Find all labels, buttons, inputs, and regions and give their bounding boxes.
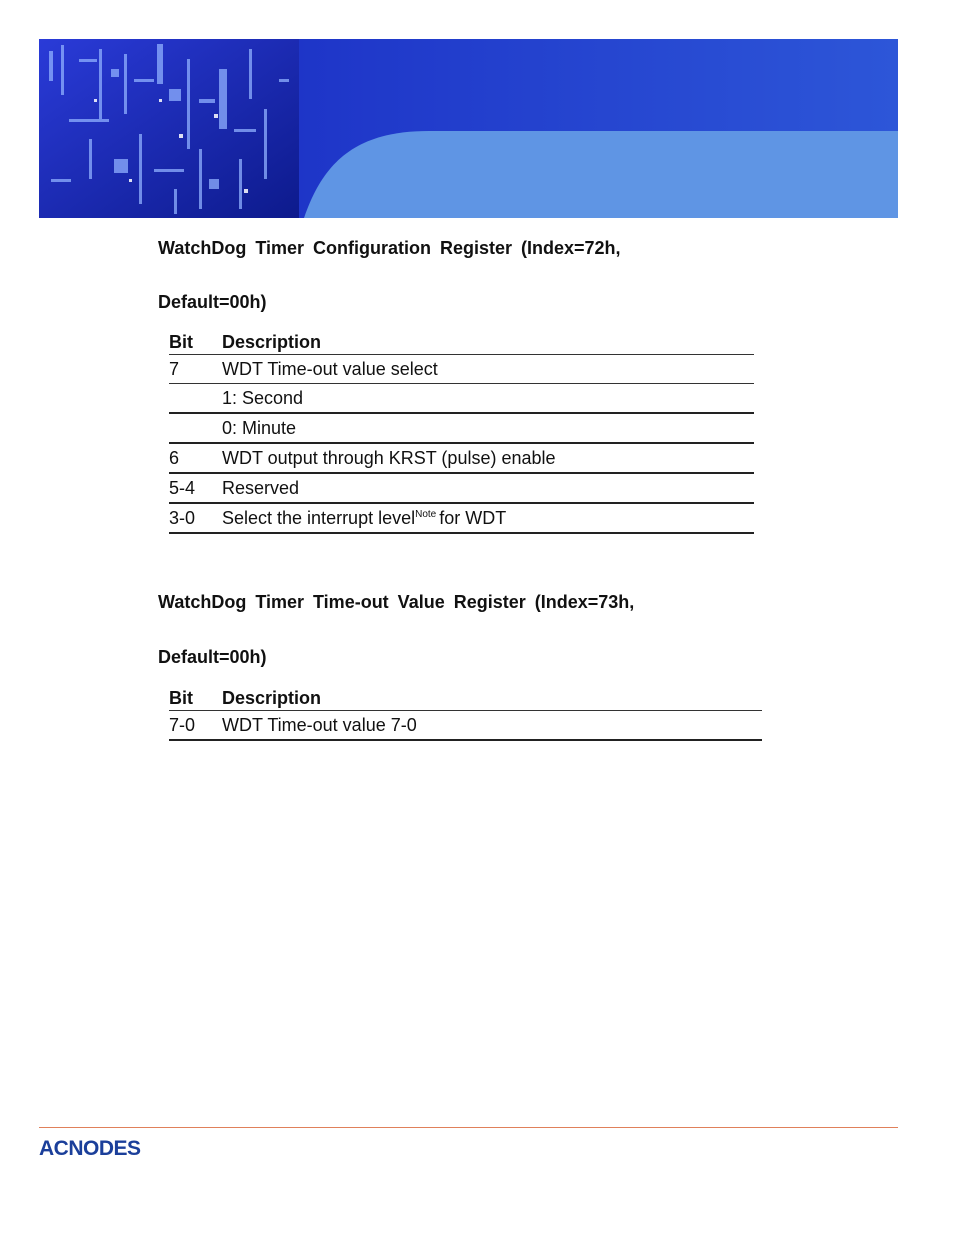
description-cell: WDT Time-out value select [222, 355, 754, 384]
table-row [169, 473, 754, 503]
table-row [169, 413, 754, 443]
description-text: Select the interrupt level [222, 507, 416, 528]
column-header-bit: Bit [169, 329, 222, 355]
config-register-table [169, 329, 754, 534]
bit-cell: 6 [169, 443, 222, 473]
description-cell: WDT Time-out value 7-0 [222, 711, 762, 741]
table-header-row [169, 329, 754, 355]
bit-cell: 7 [169, 355, 222, 384]
bit-cell: 3-0 [169, 503, 222, 533]
table-row [169, 384, 754, 414]
table-header-row [169, 685, 762, 711]
description-cell: 1: Second [222, 384, 754, 414]
section2-title-line2: Default=00h) [158, 647, 267, 667]
description-cell: Reserved [222, 473, 754, 503]
table-row [169, 503, 754, 533]
footer-rule [39, 1127, 898, 1128]
logo-text: ACNODES [39, 1137, 141, 1160]
section1-title-line1: WatchDog Timer Configuration Register (Index=72h, [158, 238, 621, 258]
description-cell [222, 503, 754, 533]
description-text-suffix: for WDT [439, 507, 507, 528]
column-header-description: Description [222, 329, 754, 355]
column-header-description: Description [222, 685, 762, 711]
description-cell: 0: Minute [222, 413, 754, 443]
bit-cell: 7-0 [169, 711, 222, 741]
note-superscript: Note [415, 508, 437, 520]
column-header-bit: Bit [169, 685, 222, 711]
description-cell: WDT output through KRST (pulse) enable [222, 443, 754, 473]
bit-cell: 5-4 [169, 473, 222, 503]
bit-cell [169, 384, 222, 414]
table-row [169, 711, 762, 741]
acnodes-logo [39, 1134, 199, 1165]
section1-title-line2: Default=00h) [158, 292, 267, 312]
timeout-register-table [169, 685, 762, 741]
table-row [169, 355, 754, 384]
bit-cell [169, 413, 222, 443]
table-row [169, 443, 754, 473]
section2-title-line1: WatchDog Timer Time-out Value Register (Index=73h, [158, 592, 635, 612]
header-banner [39, 39, 898, 218]
